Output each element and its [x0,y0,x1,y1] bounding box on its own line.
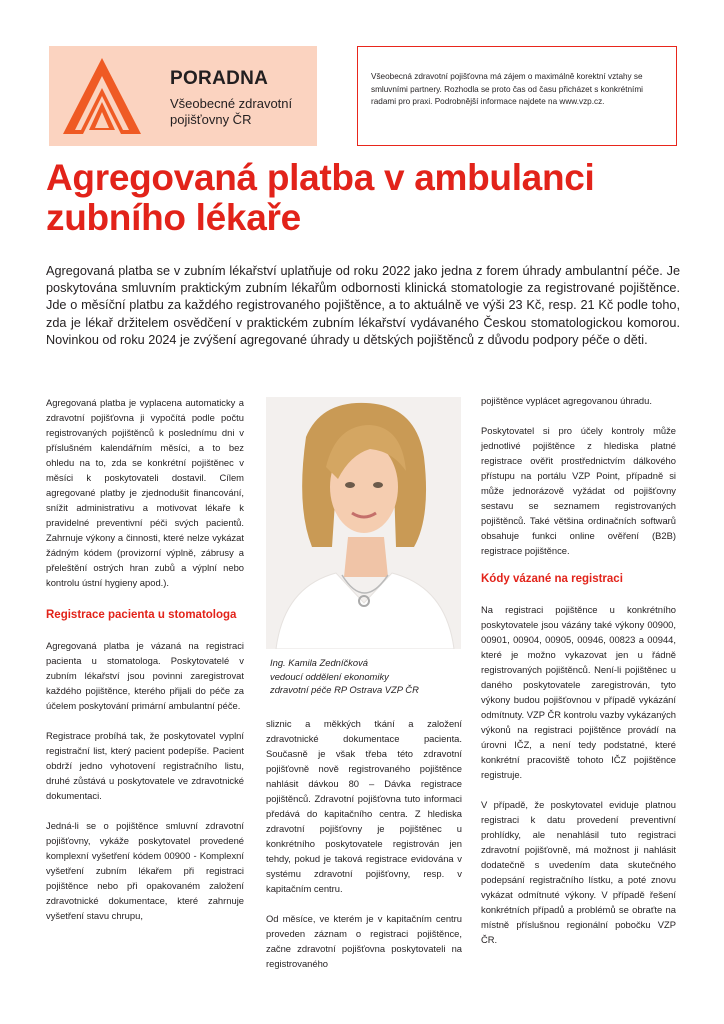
brand-subtitle-line2: pojišťovny ČR [170,112,252,127]
caption-name: Ing. Kamila Zedníčková [270,657,368,668]
brand-title: PORADNA [170,68,269,89]
left-paragraph-3: Registrace probíhá tak, že poskytovatel vyplní registrační list, který pacient podepíše. Pacient obdrží jedno vyhotovení registračního listu, druhé zůstává u poskytovatele ve zdravotnické dokumentaci. [46,730,244,801]
header-banner [49,46,317,146]
section-heading-registrace: Registrace pacienta u stomatologa [46,609,237,621]
right-paragraph-1: pojištěnce vyplácet agregovanou úhradu. [481,395,652,406]
right-paragraph-2: Poskytovatel si pro účely kontroly může jednotlivé pojištěnce z hlediska platné registrace ověřit prostřednictvím dálkového přístupu na portálu VZP Point, případně si může jednorázově vyžádat od pojišťovny sestavu se seznamem registrovaných pojištěnců. Také většina ordinačních softwarů obsahuje funkci online ověření (B2B) registrace pojištěnce. [481,425,676,556]
section-heading-kody: Kódy vázané na registraci [481,573,623,585]
caption-role: vedoucí oddělení ekonomiky [270,670,389,682]
caption-department: zdravotní péče RP Ostrava VZP ČR [270,684,419,695]
middle-paragraph-2: Od měsíce, ve kterém je v kapitačním centru proveden záznam o registraci pojištěnce, začne zdravotní pojišťovna poskytovateli na registrovaného [266,913,462,969]
portrait-illustration-icon [266,397,461,649]
brand-subtitle-line1: Všeobecné zdravotní [170,96,293,111]
left-paragraph-1: Agregovaná platba je vyplacena automaticky a zdravotní pojišťovna ji vypočítá podle počtu registrovaných pojištěnců k poslednímu dni v příslušném kalendářním měsíci, a to bez ohledu na to, zda se konkrétní pojištěnec v měsíci k poskytovateli dostavil. Cílem agregované platby je zjednodušit financování, snížit administrativu a motivovat lékaře k pravidelné preventivní péči svých pacientů. Zahrnuje výkony a činnosti, které nelze vykázat žádným kódem (provizorní výplně, zábrusy a přeleštění ostrých hran zubů a výplní nebo kontrolu ústní hygieny apod.). [46,397,244,588]
right-column [481,393,676,947]
headline-line2: zubního lékaře [46,197,301,238]
photo-caption [270,656,470,697]
article-headline [46,158,686,238]
vzp-logo-icon [49,46,154,146]
portrait-photo [266,397,461,649]
left-column [46,395,244,923]
left-paragraph-4: Jedná-li se o pojištěnce smluvní zdravotní pojišťovny, vykáže poskytovatel provedené komplexní vyšetření kódem 00900 - Komplexní vyšetření zubním lékařem při registraci pojištěnce nebo při opakovaném založení zdravotnické dokumentace, které zahrnuje vyšetření stavu chrupu, [46,820,244,921]
brand-subtitle [170,96,292,128]
middle-paragraph-1: sliznic a měkkých tkání a založení zdravotnické dokumentace pacienta. Současně je však třeba této zdravotní pojišťovně nově registrovaného pojištěnce nahlásit dávkou 80 – Dávka registrace pojištěnců. Zdravotní pojišťovna tuto informaci předává do kapitačního centra. Z hlediska zdravotní pojišťovny je pojištěnec u konkrétního poskytovatele registrován jen tehdy, pokud je taková registrace evidována v systému zdravotní pojišťovny, resp. v kapitačním centru. [266,718,462,894]
lead-paragraph: Agregovaná platba se v zubním lékařství uplatňuje od roku 2022 jako jedna z forem úhrady ambulantní péče. Je poskytována smluvním praktickým zubním lékařům odbornosti klinická stomatologie za registrované pojištěnce. Jde o měsíční platbu za každého registrovaného pojištěnce, a to aktuálně ve výši 23 Kč, resp. 21 Kč podle toho, zda je lékař držitelem osvědčení v praktickém zubním lékařství vydávaného Českou stomatologickou komorou. Novinkou od roku 2024 je zvýšení agregované úhrady u dětských pojištěnců z důvodu podpory péče o děti. [46,264,680,347]
right-paragraph-4: V případě, že poskytovatel eviduje platnou registraci k datu provedení preventivní prohlídky, ale nenahlásil tuto registraci zdravotní pojišťovně, má možnost ji nahlásit dodatečně s uvedením data skutečného podepsání registračního lístku, a poté znovu vykázat odmítnuté výkony. V případě řešení konkrétních případů a problémů se obraťte na místně příslušnou regionální pobočku VZP ČR. [481,799,676,945]
notice-text: Všeobecná zdravotní pojišťovna má zájem o maximálně korektní vztahy se smluvními partnery. Rozhodla se proto čas od času přicházet s konkrétními radami pro praxi. Podrobnější informace najdete na www.vzp.cz. [371,72,643,106]
right-paragraph-3: Na registraci pojištěnce u konkrétního poskytovatele jsou vázány také výkony 00900, 00901, 00904, 00905, 00946, 00823 a 00944, které je možno vykazovat jen u řádně registrovaných pojištěnců. Není-li pojištěnec u daného poskytovatele zaregistrován, tyto výkony budou pojišťovnou v případě vykázání odmítnuty. VZP ČR kontrolu vazby vykázaných výkonů na registraci pojištěnce provádí na úrovni IČZ, a není tedy podstatné, které konkrétní pracoviště tohoto IČZ pojištěnce registruje. [481,604,676,780]
notice-box [357,46,677,146]
headline-line1: Agregovaná platba v ambulanci [46,157,595,198]
middle-column [266,716,462,971]
left-paragraph-2: Agregovaná platba je vázaná na registraci pacienta u stomatologa. Poskytovatelé v zubním lékařství jsou povinni zaregistrovat každého pojištěnce, kterého přijali do péče za účelem poskytování primární ambulantní péče. [46,640,244,711]
